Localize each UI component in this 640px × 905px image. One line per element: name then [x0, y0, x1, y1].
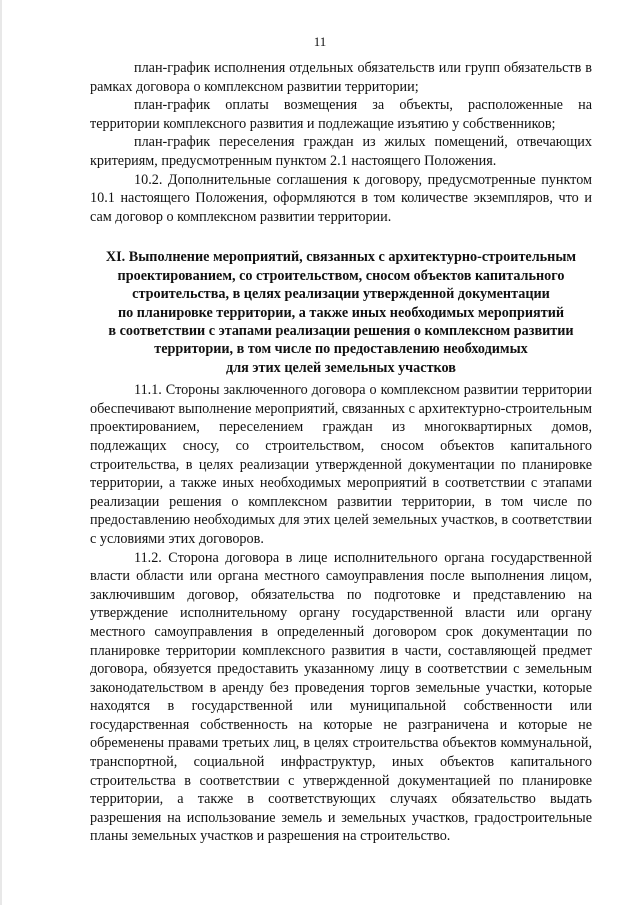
heading-line: XI. Выполнение мероприятий, связанных с архитектурно-строительным [105, 249, 577, 266]
paragraph-11-2: 11.2. Сторона договора в лице исполнительного органа государственной власти области или органа местного самоуправления после выполнения лицом, заключившим договор, обязательства по подготовке и представлению на утверждение исполнительному органу государственной власти или органу местного самоуправления в определенный договором срок документации по планировке территории комплексного развития в части, составляющей предмет договора, обязуется предоставить указанному лицу в соответствии с земельным законодательством в аренду без проведения торгов земельные участки, которые находятся в государственной или муниципальной собственности или государственная собственность на которые не разграничена и которые не обременены правами третьих лиц, в целях строительства объектов коммунальной, транспортной, социальной инфраструктур, иных объектов капитального строительства в соответствии с утвержденной документацией по планировке территории, а также в соответствующих случаях обязательство выдать разрешения на использование земель и земельных участков, градостроительные планы земельных участков и разрешения на строительство. [90, 549, 592, 845]
page-number: 11 [313, 34, 327, 49]
heading-line: для этих целей земельных участков [226, 359, 456, 376]
paragraph-schedule-resettlement: план-график переселения граждан из жилых помещений, отвечающих критериям, предусмотренным пунктом 2.1 настоящего Положения. [90, 134, 592, 169]
section-heading-xi [90, 248, 592, 377]
heading-line: строительства, в целях реализации утвержденной документации [132, 286, 550, 303]
paragraph-schedule-payment: план-график оплаты возмещения за объекты, расположенные на территории комплексного развития и подлежащие изъятию у собственников; [90, 97, 592, 132]
heading-line: по планировке территории, а также иных необходимых мероприятий [117, 304, 565, 321]
paragraph-schedule-obligations: план-график исполнения отдельных обязательств или групп обязательств в рамках договора о комплексном развитии территории; [90, 60, 592, 95]
scan-edge [0, 0, 2, 905]
paragraph-11-1: 11.1. Стороны заключенного договора о комплексном развитии территории обеспечивают выполнение мероприятий, связанных с архитектурно-строительным проектированием, переселением граждан из многоквартирных домов, подлежащих сносу, со строительством, сносом объектов капитального строительства, в целях реализации утвержденной документации по планировке территории, а также иных необходимых мероприятий в соответствии с этапами реализации решения о комплексном развитии территории, в том числе по предоставлению необходимых для этих целей земельных участков, в соответствии с условиями этих договоров. [90, 382, 592, 547]
page-content [90, 59, 592, 846]
paragraph-10-2: 10.2. Дополнительные соглашения к договору, предусмотренные пунктом 10.1 настоящего Положения, оформляются в том количестве экземпляров, что и сам договор о комплексном развитии территории. [90, 171, 592, 225]
heading-line: территории, в том числе по предоставлению необходимых [154, 341, 528, 358]
heading-line: проектированием, со строительством, сносом объектов капитального [117, 267, 565, 284]
heading-line: в соответствии с этапами реализации решения о комплексном развитии [108, 322, 574, 339]
